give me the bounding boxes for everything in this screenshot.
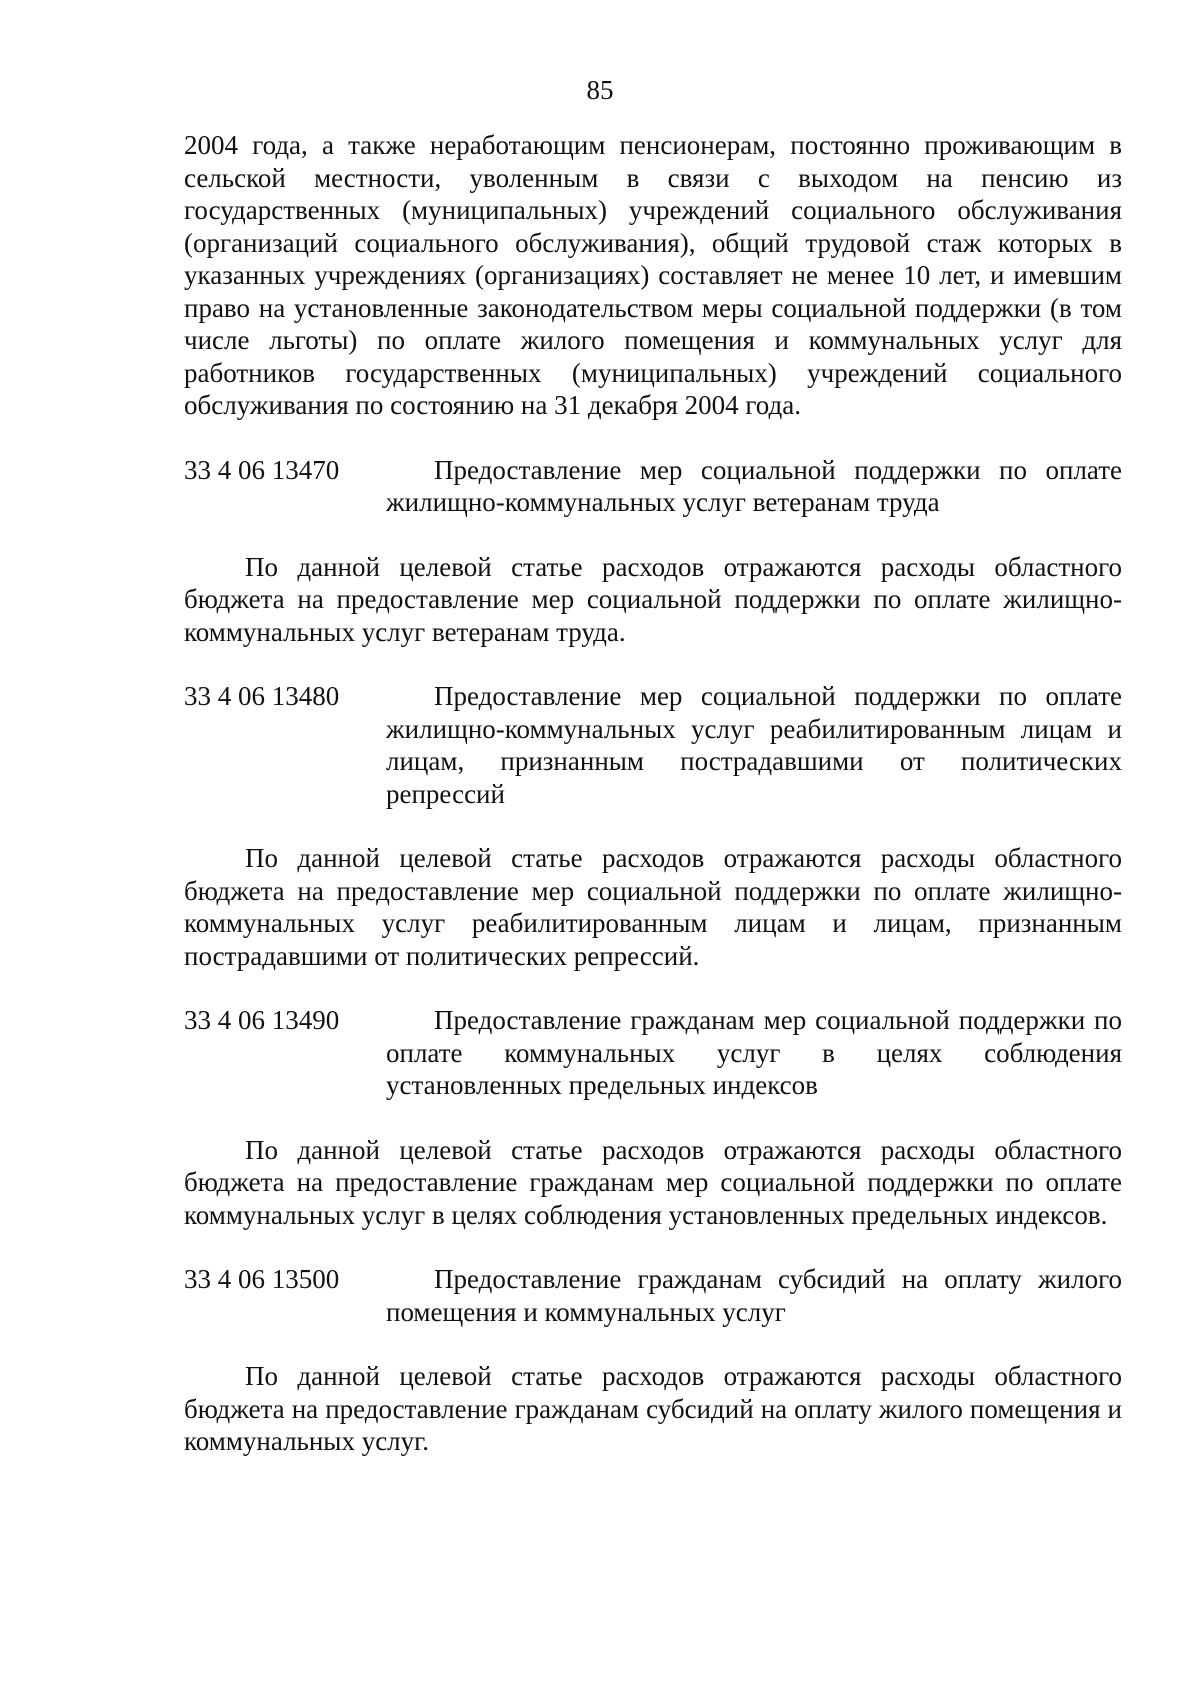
entry-title: Предоставление мер социальной поддержки по оплате жилищно-коммунальных услуг реабилитированным лицам и лицам, признанным пострадавшими от политических репрессий [386, 681, 1122, 809]
budget-entry-13470 [184, 454, 1122, 519]
entry-description: По данной целевой статье расходов отражаются расходы областного бюджета на предоставление гражданам мер социальной поддержки по оплате коммунальных услуг в целях соблюдения установленных предельных индексов. [184, 1134, 1122, 1230]
page-number: 85 [586, 75, 614, 105]
entry-code: 33 4 06 13470 [184, 454, 340, 485]
intro-paragraph: 2004 года, а также неработающим пенсионерам, постоянно проживающим в сельской местности, уволенным в связи с выходом на пенсию из государственных (муниципальных) учреждений социального обслуживания (организаций социального обслуживания), общий трудовой стаж которых в указанных учреждениях (организациях) составляет не менее 10 лет, и имевшим право на установленные законодательством меры социальной поддержки (в том числе льготы) по оплате жилого помещения и коммунальных услуг для работников государственных (муниципальных) учреждений социального обслуживания по состоянию на 31 декабря 2004 года. [184, 130, 1122, 420]
entry-description: По данной целевой статье расходов отражаются расходы областного бюджета на предоставление гражданам субсидий на оплату жилого помещения и коммунальных услуг. [184, 1361, 1122, 1456]
budget-entry-13500 [184, 1263, 1122, 1328]
budget-entry-13480 [184, 680, 1122, 810]
entry-title: Предоставление мер социальной поддержки по оплате жилищно-коммунальных услуг ветеранам труда [386, 454, 1122, 517]
entry-title: Предоставление гражданам мер социальной поддержки по оплате коммунальных услуг в целях соблюдения установленных предельных индексов [386, 1005, 1122, 1100]
entry-description: По данной целевой статье расходов отражаются расходы областного бюджета на предоставление мер социальной поддержки по оплате жилищно-коммунальных услуг ветеранам труда. [184, 551, 1122, 647]
budget-entry-13490 [184, 1004, 1122, 1102]
entry-code: 33 4 06 13490 [184, 1005, 340, 1035]
entry-description: По данной целевой статье расходов отражаются расходы областного бюджета на предоставление мер социальной поддержки по оплате жилищно-коммунальных услуг реабилитированным лицам и лицам, признанным пострадавшими от политических репрессий. [184, 843, 1122, 971]
entry-code: 33 4 06 13480 [184, 681, 340, 711]
entry-title: Предоставление гражданам субсидий на оплату жилого помещения и коммунальных услуг [386, 1264, 1122, 1327]
entry-code: 33 4 06 13500 [184, 1264, 340, 1294]
page-content [184, 129, 1122, 1458]
